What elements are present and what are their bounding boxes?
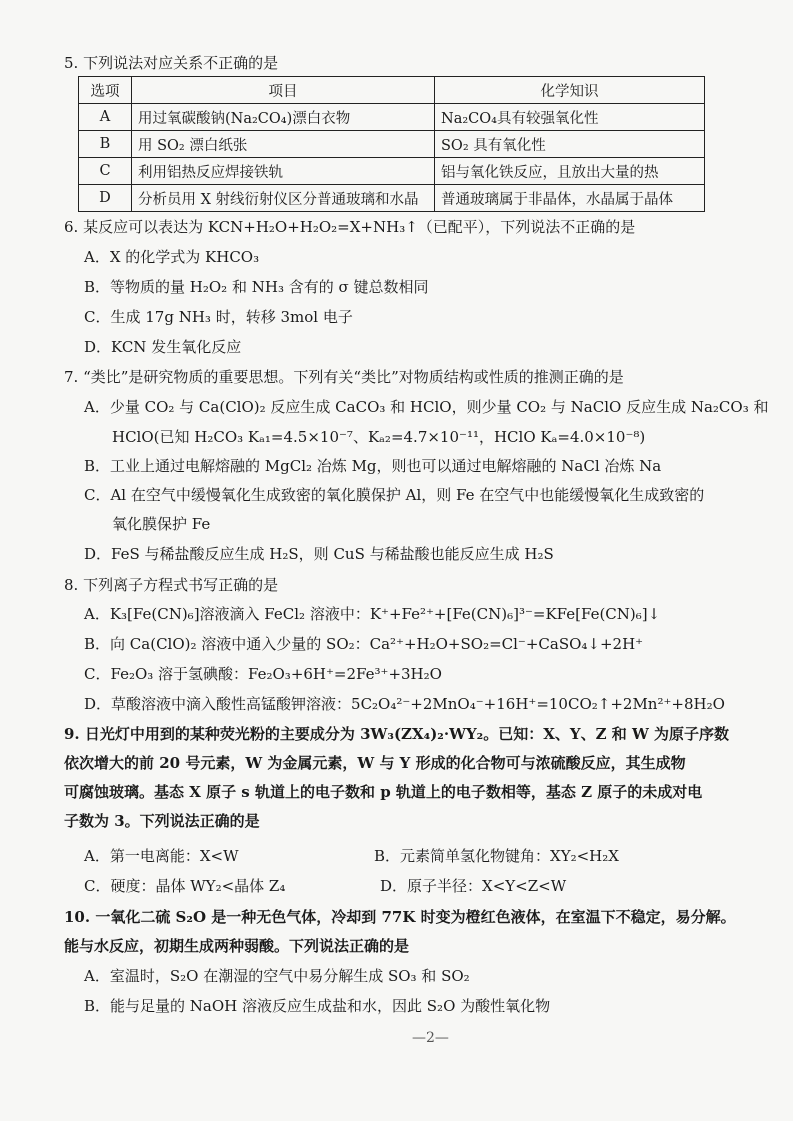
q7-option-c-cont: 氧化膜保护 Fe <box>112 515 211 533</box>
q9-stem-line2: 依次增大的前 20 号元素，W 为金属元素，W 与 Y 形成的化合物可与浓硫酸反应，其生成物 <box>64 754 686 772</box>
q9-option-d: D．原子半径：X<Y<Z<W <box>380 877 567 895</box>
header-knowledge: 化学知识 <box>435 77 705 104</box>
q5-stem: 5. 下列说法对应关系不正确的是 <box>64 54 279 72</box>
row-item: 用 SO₂ 漂白纸张 <box>132 131 435 158</box>
q7-option-a-cont: HClO(已知 H₂CO₃ Kₐ₁=4.5×10⁻⁷、Kₐ₂=4.7×10⁻¹¹，HClO Kₐ=4.0×10⁻⁸) <box>112 428 646 446</box>
q7-stem: 7. “类比”是研究物质的重要思想。下列有关“类比”对物质结构或性质的推测正确的是 <box>64 368 624 386</box>
q6-option-d: D．KCN 发生氧化反应 <box>84 338 242 356</box>
q6-option-c: C．生成 17g NH₃ 时，转移 3mol 电子 <box>84 308 353 326</box>
header-item: 项目 <box>132 77 435 104</box>
row-option: B <box>79 131 132 158</box>
q9-stem-line3: 可腐蚀玻璃。基态 X 原子 s 轨道上的电子数和 p 轨道上的电子数相等，基态 Z 原子的未成对电 <box>64 783 703 801</box>
q6-option-a: A．X 的化学式为 KHCO₃ <box>84 248 260 266</box>
row-knowledge: Na₂CO₄具有较强氧化性 <box>435 104 705 131</box>
q9-stem-line1: 9. 日光灯中用到的某种荧光粉的主要成分为 3W₃(ZX₄)₂·WY₂。已知：X、Y、Z 和 W 为原子序数 <box>64 725 730 743</box>
q7-option-b: B．工业上通过电解熔融的 MgCl₂ 冶炼 Mg，则也可以通过电解熔融的 NaCl 冶炼 Na <box>84 457 662 475</box>
row-option: D <box>79 185 132 212</box>
q10-stem-line1: 10. 一氧化二硫 S₂O 是一种无色气体，冷却到 77K 时变为橙红色液体，在室温下不稳定，易分解。 <box>64 908 736 926</box>
q9-stem-line4: 子数为 3。下列说法正确的是 <box>64 812 260 830</box>
q7-option-c: C．Al 在空气中缓慢氧化生成致密的氧化膜保护 Al，则 Fe 在空气中也能缓慢氧化生成致密的 <box>84 486 705 504</box>
q9-option-b: B．元素简单氢化物键角：XY₂<H₂X <box>374 847 619 865</box>
q10-option-b: B．能与足量的 NaOH 溶液反应生成盐和水，因此 S₂O 为酸性氧化物 <box>84 997 551 1015</box>
q8-stem: 8. 下列离子方程式书写正确的是 <box>64 576 279 594</box>
table-row <box>79 158 705 185</box>
q9-option-c: C．硬度：晶体 WY₂<晶体 Z₄ <box>84 877 286 895</box>
q10-stem-line2: 能与水反应，初期生成两种弱酸。下列说法正确的是 <box>64 937 410 955</box>
q8-option-b: B．向 Ca(ClO)₂ 溶液中通入少量的 SO₂：Ca²⁺+H₂O+SO₂=Cl⁻+CaSO₄↓+2H⁺ <box>84 635 644 653</box>
q6-stem: 6. 某反应可以表达为 KCN+H₂O+H₂O₂=X+NH₃↑（已配平），下列说法不正确的是 <box>64 218 636 236</box>
table-row <box>79 104 705 131</box>
row-knowledge: SO₂ 具有氧化性 <box>435 131 705 158</box>
q9-option-a: A．第一电离能：X<W <box>84 847 239 865</box>
header-option: 选项 <box>79 77 132 104</box>
q7-option-a: A．少量 CO₂ 与 Ca(ClO)₂ 反应生成 CaCO₃ 和 HClO，则少量 CO₂ 与 NaClO 反应生成 Na₂CO₃ 和 <box>84 398 769 416</box>
table-row <box>79 131 705 158</box>
row-item: 利用铝热反应焊接铁轨 <box>132 158 435 185</box>
q8-option-d: D．草酸溶液中滴入酸性高锰酸钾溶液：5C₂O₄²⁻+2MnO₄⁻+16H⁺=10CO₂↑+2Mn²⁺+8H₂O <box>84 695 725 713</box>
q6-option-b: B．等物质的量 H₂O₂ 和 NH₃ 含有的 σ 键总数相同 <box>84 278 429 296</box>
row-option: C <box>79 158 132 185</box>
row-item: 分析员用 X 射线衍射仪区分普通玻璃和水晶 <box>132 185 435 212</box>
q8-option-a: A．K₃[Fe(CN)₆]溶液滴入 FeCl₂ 溶液中：K⁺+Fe²⁺+[Fe(CN)₆]³⁻=KFe[Fe(CN)₆]↓ <box>84 605 661 623</box>
q8-option-c: C．Fe₂O₃ 溶于氢碘酸：Fe₂O₃+6H⁺=2Fe³⁺+3H₂O <box>84 665 442 683</box>
row-knowledge: 普通玻璃属于非晶体，水晶属于晶体 <box>435 185 705 212</box>
row-option: A <box>79 104 132 131</box>
table-row <box>79 185 705 212</box>
table-header-row <box>79 77 705 104</box>
row-item: 用过氧碳酸钠(Na₂CO₄)漂白衣物 <box>132 104 435 131</box>
q5-table <box>78 76 705 212</box>
q10-option-a: A．室温时，S₂O 在潮湿的空气中易分解生成 SO₃ 和 SO₂ <box>84 967 470 985</box>
row-knowledge: 铝与氧化铁反应，且放出大量的热 <box>435 158 705 185</box>
page-number: —2— <box>412 1030 449 1046</box>
q7-option-d: D．FeS 与稀盐酸反应生成 H₂S，则 CuS 与稀盐酸也能反应生成 H₂S <box>84 545 554 563</box>
